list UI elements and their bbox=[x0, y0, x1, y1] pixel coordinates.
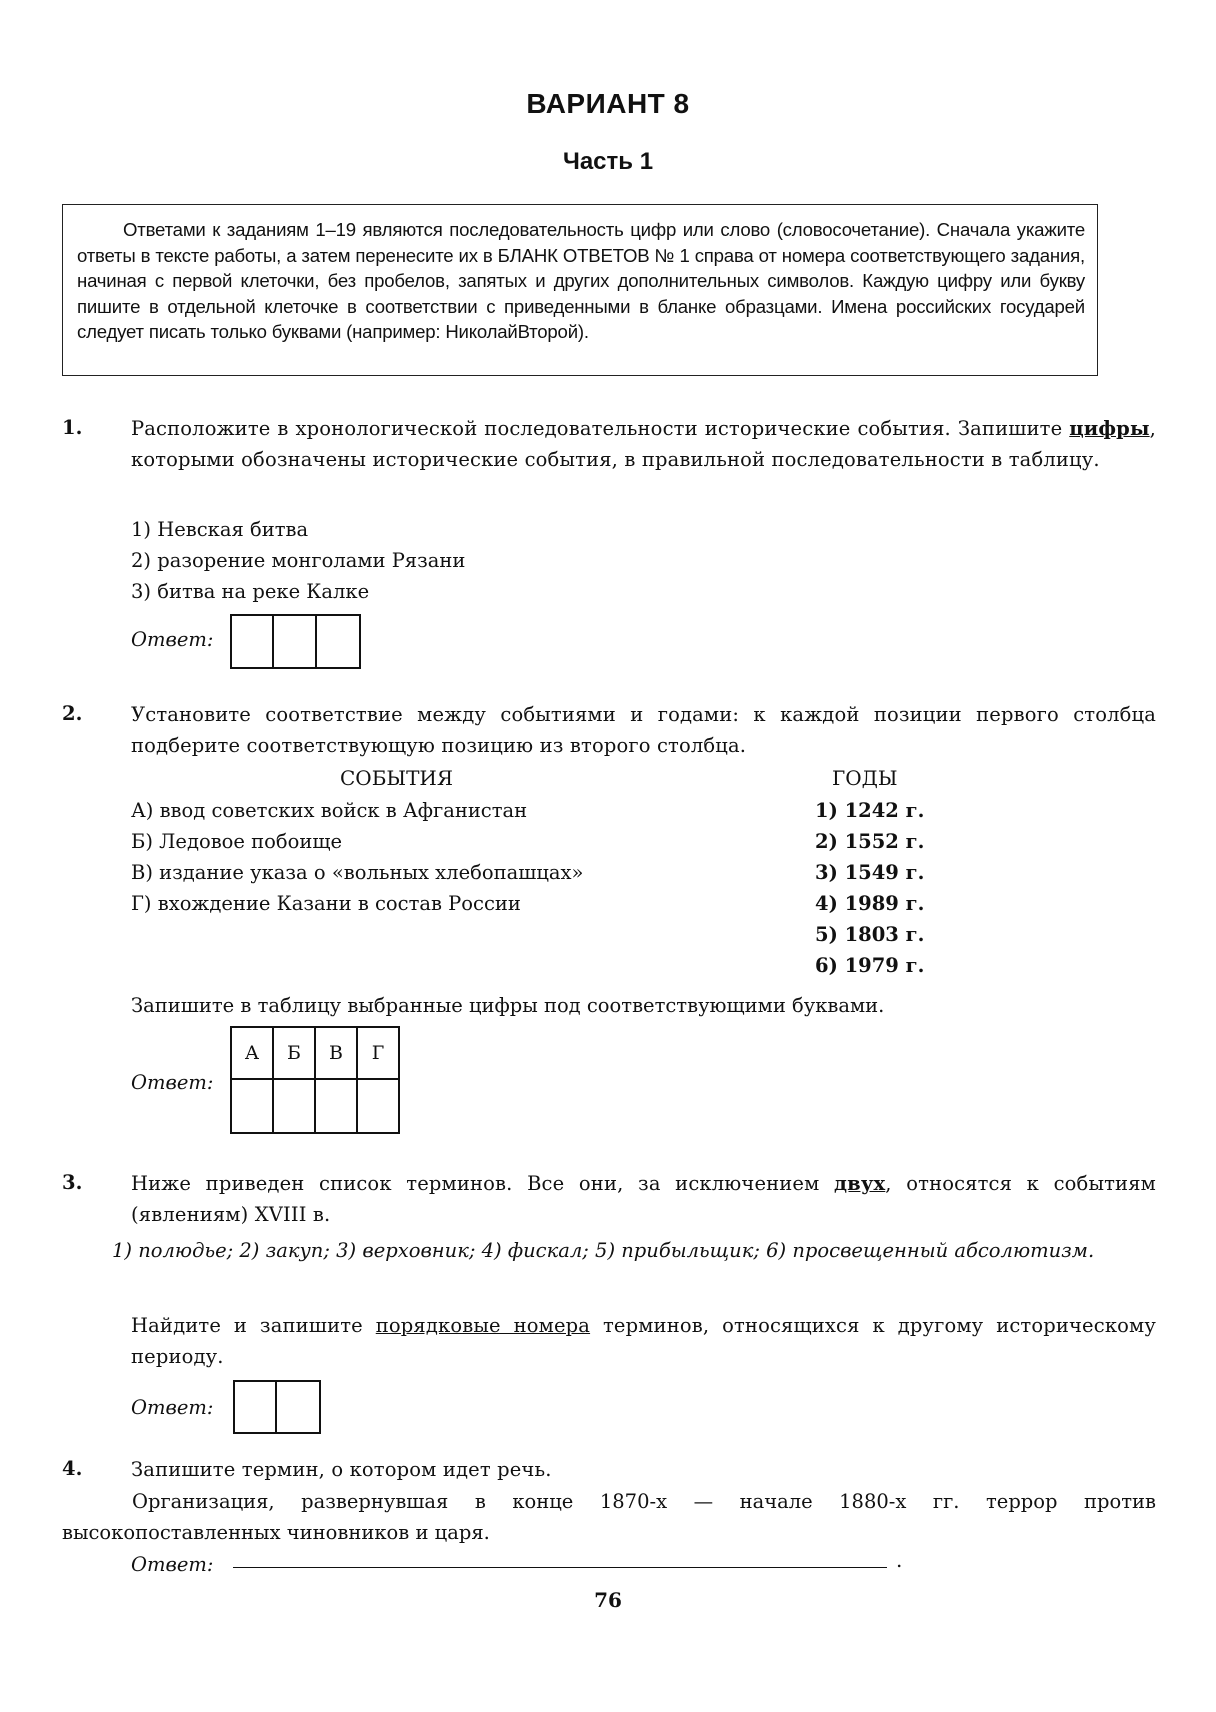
answer-cells bbox=[233, 1380, 321, 1434]
task-text-content: Запишите термин, о котором идет речь. bbox=[131, 1458, 552, 1481]
year-item: 5) 1803 г. bbox=[815, 923, 925, 946]
terms-list bbox=[62, 1235, 1156, 1266]
grid-answer-cell[interactable] bbox=[231, 1079, 273, 1133]
part-title: Часть 1 bbox=[562, 148, 654, 175]
task-text-part: терминов, относящихся к другому историческому периоду. bbox=[131, 1314, 1156, 1368]
answer-label: Ответ: bbox=[131, 1553, 214, 1576]
emphasized-word: цифры bbox=[1069, 417, 1150, 440]
task-number: 1. bbox=[62, 416, 83, 439]
option-item: 2) разорение монголами Рязани bbox=[131, 549, 466, 572]
year-item: 4) 1989 г. bbox=[815, 892, 925, 915]
task-text-part: Ниже приведен список терминов. Все они, за исключением bbox=[131, 1172, 835, 1195]
task-text bbox=[131, 413, 1156, 475]
instructions-text: Ответами к заданиям 1–19 являются последовательность цифр или слово (словосочетание). Сначала укажите ответы в тексте работы, а затем перенесите их в БЛАНК ОТВЕТОВ № 1 справа от номера соответствующего задания, начиная с первой клеточки, без пробелов, запятых и других дополнительных символов. Каждую цифру или букву пишите в отдельной клеточке в соответствии с приведенными в бланке образцами. Имена российских государей следует писать только буквами (например: НиколайВторой). bbox=[77, 219, 1085, 342]
option-item: 1) Невская битва bbox=[131, 518, 309, 541]
answer-cell[interactable] bbox=[317, 616, 359, 667]
events-column-header: СОБЫТИЯ bbox=[340, 766, 454, 790]
task-number: 4. bbox=[62, 1457, 83, 1480]
table-instruction: Запишите в таблицу выбранные цифры под соответствующими буквами. bbox=[131, 994, 885, 1017]
task-text-part: Найдите и запишите bbox=[131, 1314, 376, 1337]
answer-suffix: . bbox=[896, 1548, 903, 1572]
grid-header-cell: А bbox=[231, 1027, 273, 1079]
find-instruction bbox=[131, 1310, 1156, 1372]
answer-cell[interactable] bbox=[277, 1382, 319, 1432]
answer-cell[interactable] bbox=[235, 1382, 277, 1432]
page-number: 76 bbox=[594, 1588, 622, 1612]
event-item: В) издание указа о «вольных хлебопашцах» bbox=[131, 861, 584, 884]
task-text bbox=[131, 699, 1156, 761]
task-number: 2. bbox=[62, 702, 83, 725]
answer-cells bbox=[230, 614, 361, 669]
task-text bbox=[131, 1168, 1156, 1230]
option-item: 3) битва на реке Калке bbox=[131, 580, 370, 603]
underlined-phrase: порядковые номера bbox=[375, 1314, 591, 1337]
task-description bbox=[62, 1486, 1156, 1548]
years-column-header: ГОДЫ bbox=[832, 766, 898, 790]
answer-cell[interactable] bbox=[232, 616, 274, 667]
answer-input-line[interactable] bbox=[233, 1567, 887, 1568]
answer-cell[interactable] bbox=[274, 616, 316, 667]
instructions-box bbox=[62, 204, 1098, 376]
emphasized-word: двух bbox=[834, 1172, 886, 1195]
grid-answer-cell[interactable] bbox=[273, 1079, 315, 1133]
variant-title: ВАРИАНТ 8 bbox=[526, 88, 690, 119]
year-item: 1) 1242 г. bbox=[815, 799, 925, 822]
terms-text: 1) полюдье; 2) закуп; 3) верховник; 4) фискал; 5) прибыльщик; 6) просвещенный абсолютизм. bbox=[112, 1239, 1095, 1262]
grid-header-cell: В bbox=[315, 1027, 357, 1079]
task-text-part: , которыми обозначены исторические события, в правильной последовательности в таблицу. bbox=[131, 417, 1156, 471]
event-item: А) ввод советских войск в Афганистан bbox=[131, 799, 528, 822]
event-item: Б) Ледовое побоище bbox=[131, 830, 343, 853]
task-text-part: Расположите в хронологической последовательности исторические события. Запишите bbox=[131, 417, 1070, 440]
answer-label: Ответ: bbox=[131, 628, 214, 651]
description-text: Организация, развернувшая в конце 1870-х — начале 1880-х гг. террор против высокопоставленных чиновников и царя. bbox=[62, 1490, 1156, 1544]
task-text bbox=[131, 1454, 1156, 1485]
grid-header-cell: Г bbox=[357, 1027, 399, 1079]
year-item: 2) 1552 г. bbox=[815, 830, 925, 853]
year-item: 3) 1549 г. bbox=[815, 861, 925, 884]
grid-header-cell: Б bbox=[273, 1027, 315, 1079]
grid-answer-cell[interactable] bbox=[357, 1079, 399, 1133]
year-item: 6) 1979 г. bbox=[815, 954, 925, 977]
answer-label: Ответ: bbox=[131, 1071, 214, 1094]
grid-answer-cell[interactable] bbox=[315, 1079, 357, 1133]
task-text-part: , относятся к событиям (явлениям) XVIII в. bbox=[131, 1172, 1156, 1226]
answer-label: Ответ: bbox=[131, 1396, 214, 1419]
task-number: 3. bbox=[62, 1171, 83, 1194]
answer-grid bbox=[230, 1026, 400, 1134]
task-text-content: Установите соответствие между событиями и годами: к каждой позиции первого столбца подберите соответствующую позицию из второго столбца. bbox=[131, 703, 1156, 757]
event-item: Г) вхождение Казани в состав России bbox=[131, 892, 521, 915]
